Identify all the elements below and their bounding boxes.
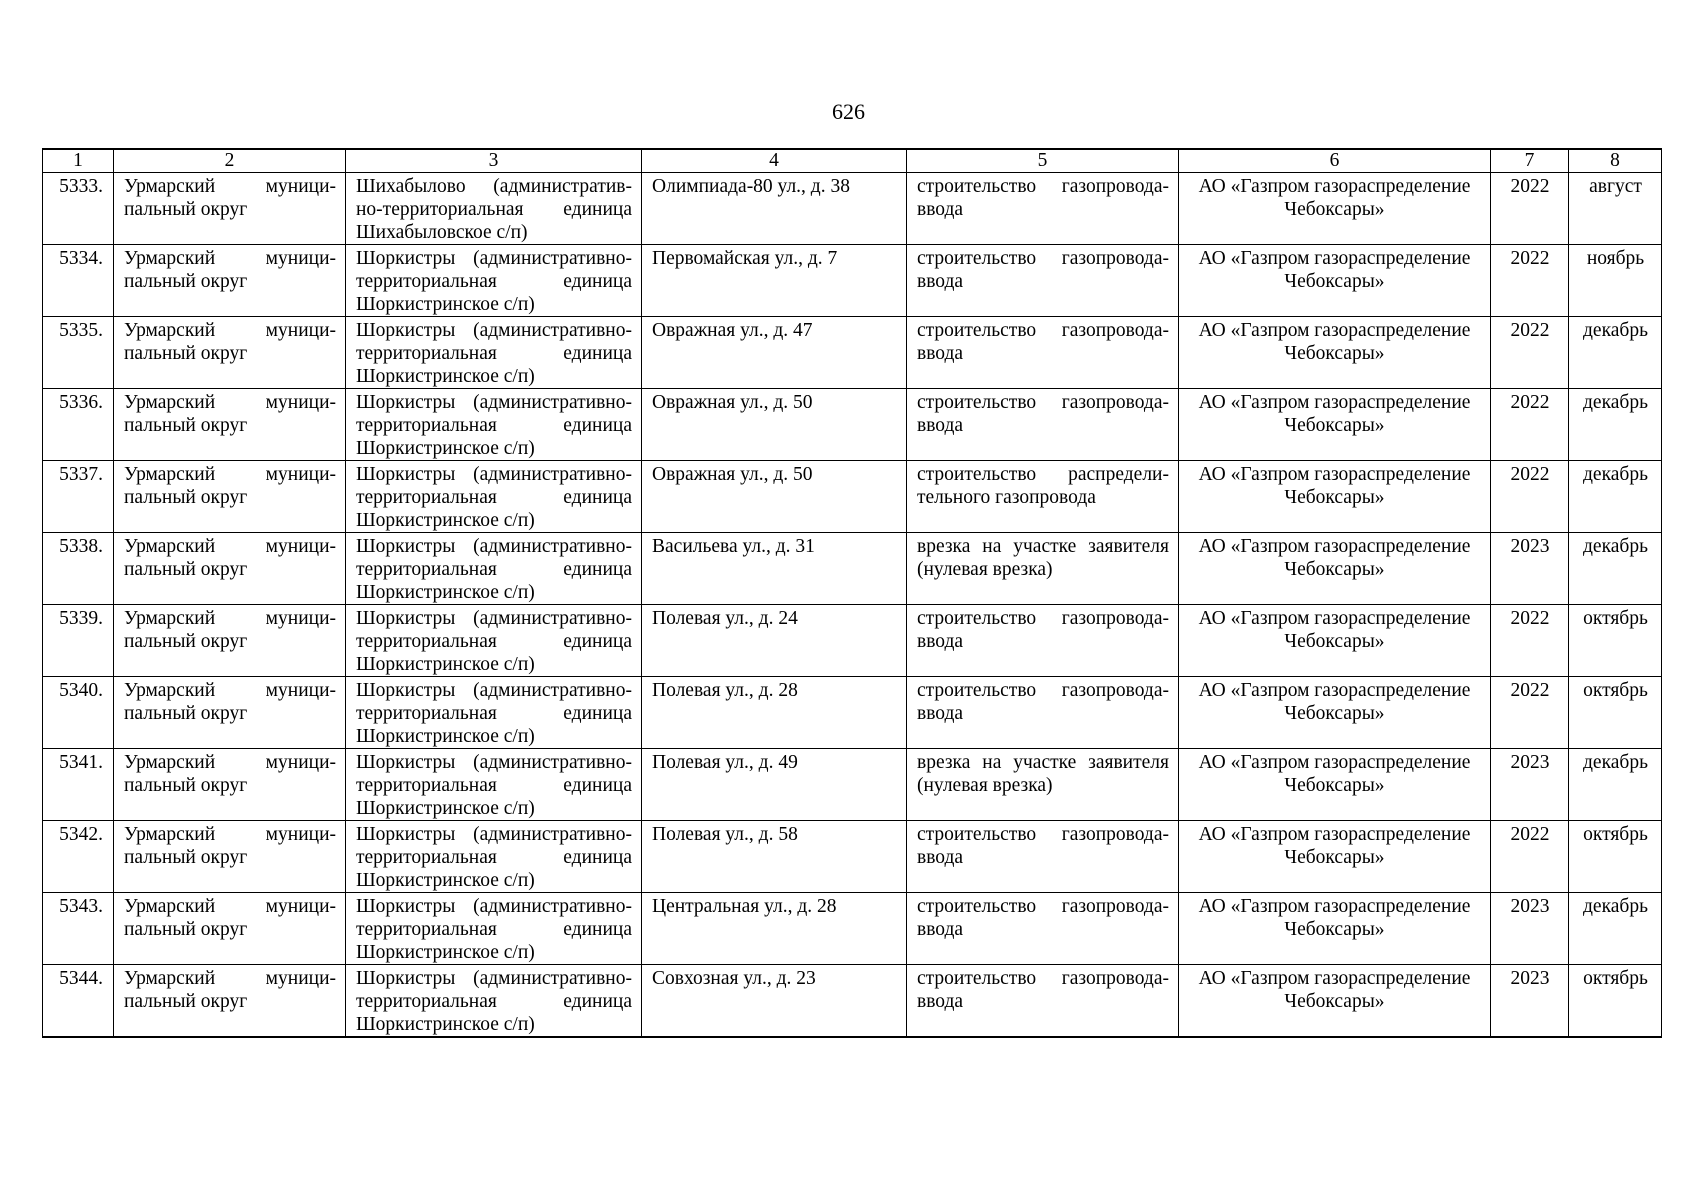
row-number bbox=[43, 965, 114, 1038]
district-cell bbox=[114, 317, 346, 389]
organization-cell bbox=[1179, 965, 1491, 1038]
table-row bbox=[43, 389, 1662, 461]
organization-cell bbox=[1179, 821, 1491, 893]
table-row bbox=[43, 749, 1662, 821]
work-type-cell-text: строительство газопровода- ввода bbox=[917, 824, 1169, 868]
organization-cell-text: АО «Газпром газораспределение Чебоксары» bbox=[1198, 752, 1471, 796]
locality-cell-text: Шоркистры (административно- территориальная единица Шоркистринское с/п) bbox=[356, 392, 632, 459]
address-cell-text: Полевая ул., д. 28 bbox=[652, 680, 798, 701]
row-number bbox=[43, 605, 114, 677]
organization-cell bbox=[1179, 461, 1491, 533]
address-cell bbox=[642, 677, 907, 749]
address-cell bbox=[642, 317, 907, 389]
row-number-text: 5338. bbox=[59, 536, 103, 557]
year-cell bbox=[1491, 965, 1569, 1038]
table-row bbox=[43, 173, 1662, 245]
year-cell-text: 2022 bbox=[1510, 464, 1550, 485]
month-cell-text: декабрь bbox=[1583, 896, 1648, 917]
organization-cell bbox=[1179, 245, 1491, 317]
organization-cell bbox=[1179, 749, 1491, 821]
locality-cell-text: Шоркистры (административно- территориальная единица Шоркистринское с/п) bbox=[356, 680, 632, 747]
page-number: 626 bbox=[832, 99, 865, 124]
gasification-table bbox=[42, 148, 1662, 1038]
month-cell bbox=[1569, 389, 1662, 461]
column-number-header bbox=[43, 149, 1662, 173]
locality-cell-text: Шихабылово (административ- но-территориальная единица Шихабыловское с/п) bbox=[356, 176, 632, 243]
locality-cell-text: Шоркистры (административно- территориальная единица Шоркистринское с/п) bbox=[356, 608, 632, 675]
locality-cell bbox=[346, 677, 642, 749]
work-type-cell bbox=[907, 821, 1179, 893]
column-header: 2 bbox=[114, 149, 346, 173]
table-row bbox=[43, 965, 1662, 1038]
work-type-cell bbox=[907, 605, 1179, 677]
address-cell-text: Центральная ул., д. 28 bbox=[652, 896, 837, 917]
district-cell-text: Урмарский муници- пальный округ bbox=[124, 896, 336, 940]
organization-cell bbox=[1179, 605, 1491, 677]
month-cell bbox=[1569, 821, 1662, 893]
row-number bbox=[43, 893, 114, 965]
row-number bbox=[43, 677, 114, 749]
organization-cell bbox=[1179, 893, 1491, 965]
month-cell-text: октябрь bbox=[1583, 968, 1648, 989]
column-header: 4 bbox=[642, 149, 907, 173]
address-cell-text: Первомайская ул., д. 7 bbox=[652, 248, 838, 269]
work-type-cell bbox=[907, 677, 1179, 749]
month-cell-text: декабрь bbox=[1583, 464, 1648, 485]
district-cell-text: Урмарский муници- пальный округ bbox=[124, 824, 336, 868]
locality-cell bbox=[346, 317, 642, 389]
locality-cell-text: Шоркистры (административно- территориальная единица Шоркистринское с/п) bbox=[356, 968, 632, 1035]
work-type-cell-text: строительство газопровода- ввода bbox=[917, 608, 1169, 652]
organization-cell bbox=[1179, 533, 1491, 605]
table-row bbox=[43, 677, 1662, 749]
year-cell-text: 2023 bbox=[1510, 968, 1550, 989]
locality-cell-text: Шоркистры (административно- территориальная единица Шоркистринское с/п) bbox=[356, 248, 632, 315]
locality-cell-text: Шоркистры (административно- территориальная единица Шоркистринское с/п) bbox=[356, 752, 632, 819]
locality-cell bbox=[346, 389, 642, 461]
year-cell-text: 2023 bbox=[1510, 752, 1550, 773]
district-cell-text: Урмарский муници- пальный округ bbox=[124, 464, 336, 508]
year-cell-text: 2023 bbox=[1510, 536, 1550, 557]
year-cell-text: 2022 bbox=[1510, 608, 1550, 629]
organization-cell bbox=[1179, 317, 1491, 389]
year-cell-text: 2022 bbox=[1510, 248, 1550, 269]
district-cell-text: Урмарский муници- пальный округ bbox=[124, 392, 336, 436]
table-row bbox=[43, 605, 1662, 677]
month-cell bbox=[1569, 173, 1662, 245]
row-number bbox=[43, 389, 114, 461]
organization-cell-text: АО «Газпром газораспределение Чебоксары» bbox=[1198, 608, 1471, 652]
address-cell bbox=[642, 245, 907, 317]
month-cell-text: декабрь bbox=[1583, 536, 1648, 557]
month-cell bbox=[1569, 749, 1662, 821]
work-type-cell-text: врезка на участке заявителя (нулевая врезка) bbox=[917, 536, 1169, 580]
organization-cell-text: АО «Газпром газораспределение Чебоксары» bbox=[1198, 248, 1471, 292]
district-cell bbox=[114, 677, 346, 749]
locality-cell-text: Шоркистры (административно- территориальная единица Шоркистринское с/п) bbox=[356, 536, 632, 603]
locality-cell bbox=[346, 893, 642, 965]
organization-cell-text: АО «Газпром газораспределение Чебоксары» bbox=[1198, 536, 1471, 580]
work-type-cell-text: строительство газопровода- ввода bbox=[917, 176, 1169, 220]
column-header: 7 bbox=[1491, 149, 1569, 173]
address-cell-text: Полевая ул., д. 49 bbox=[652, 752, 798, 773]
organization-cell bbox=[1179, 677, 1491, 749]
year-cell-text: 2022 bbox=[1510, 176, 1550, 197]
year-cell-text: 2022 bbox=[1510, 824, 1550, 845]
locality-cell bbox=[346, 173, 642, 245]
row-number-text: 5335. bbox=[59, 320, 103, 341]
work-type-cell bbox=[907, 533, 1179, 605]
address-cell bbox=[642, 965, 907, 1038]
district-cell bbox=[114, 245, 346, 317]
locality-cell-text: Шоркистры (административно- территориальная единица Шоркистринское с/п) bbox=[356, 320, 632, 387]
district-cell-text: Урмарский муници- пальный округ bbox=[124, 968, 336, 1012]
district-cell-text: Урмарский муници- пальный округ bbox=[124, 536, 336, 580]
organization-cell-text: АО «Газпром газораспределение Чебоксары» bbox=[1198, 968, 1471, 1012]
address-cell-text: Овражная ул., д. 50 bbox=[652, 392, 813, 413]
year-cell bbox=[1491, 533, 1569, 605]
district-cell bbox=[114, 173, 346, 245]
row-number bbox=[43, 245, 114, 317]
work-type-cell-text: строительство газопровода- ввода bbox=[917, 680, 1169, 724]
month-cell bbox=[1569, 893, 1662, 965]
district-cell-text: Урмарский муници- пальный округ bbox=[124, 680, 336, 724]
month-cell bbox=[1569, 677, 1662, 749]
work-type-cell bbox=[907, 965, 1179, 1038]
column-header: 5 bbox=[907, 149, 1179, 173]
locality-cell bbox=[346, 965, 642, 1038]
address-cell bbox=[642, 821, 907, 893]
year-cell bbox=[1491, 173, 1569, 245]
row-number-text: 5342. bbox=[59, 824, 103, 845]
locality-cell-text: Шоркистры (административно- территориальная единица Шоркистринское с/п) bbox=[356, 824, 632, 891]
organization-cell-text: АО «Газпром газораспределение Чебоксары» bbox=[1198, 464, 1471, 508]
table-row bbox=[43, 245, 1662, 317]
month-cell-text: август bbox=[1589, 176, 1642, 197]
locality-cell-text: Шоркистры (административно- территориальная единица Шоркистринское с/п) bbox=[356, 896, 632, 963]
work-type-cell bbox=[907, 317, 1179, 389]
address-cell-text: Овражная ул., д. 50 bbox=[652, 464, 813, 485]
table-row bbox=[43, 821, 1662, 893]
address-cell bbox=[642, 893, 907, 965]
month-cell-text: октябрь bbox=[1583, 680, 1648, 701]
year-cell-text: 2022 bbox=[1510, 392, 1550, 413]
district-cell bbox=[114, 965, 346, 1038]
work-type-cell-text: строительство газопровода- ввода bbox=[917, 392, 1169, 436]
row-number bbox=[43, 461, 114, 533]
column-header: 3 bbox=[346, 149, 642, 173]
district-cell bbox=[114, 893, 346, 965]
organization-cell-text: АО «Газпром газораспределение Чебоксары» bbox=[1198, 896, 1471, 940]
year-cell bbox=[1491, 317, 1569, 389]
locality-cell bbox=[346, 821, 642, 893]
locality-cell bbox=[346, 245, 642, 317]
year-cell-text: 2023 bbox=[1510, 896, 1550, 917]
address-cell bbox=[642, 605, 907, 677]
work-type-cell bbox=[907, 893, 1179, 965]
locality-cell bbox=[346, 605, 642, 677]
address-cell-text: Овражная ул., д. 47 bbox=[652, 320, 813, 341]
column-header: 1 bbox=[43, 149, 114, 173]
address-cell-text: Совхозная ул., д. 23 bbox=[652, 968, 816, 989]
organization-cell bbox=[1179, 389, 1491, 461]
address-cell bbox=[642, 173, 907, 245]
row-number bbox=[43, 749, 114, 821]
district-cell bbox=[114, 461, 346, 533]
year-cell bbox=[1491, 677, 1569, 749]
row-number bbox=[43, 173, 114, 245]
work-type-cell-text: строительство распредели- тельного газопровода bbox=[917, 464, 1169, 508]
organization-cell bbox=[1179, 173, 1491, 245]
row-number-text: 5339. bbox=[59, 608, 103, 629]
column-header: 8 bbox=[1569, 149, 1662, 173]
work-type-cell bbox=[907, 245, 1179, 317]
work-type-cell bbox=[907, 389, 1179, 461]
district-cell bbox=[114, 749, 346, 821]
district-cell-text: Урмарский муници- пальный округ bbox=[124, 320, 336, 364]
district-cell bbox=[114, 389, 346, 461]
locality-cell-text: Шоркистры (административно- территориальная единица Шоркистринское с/п) bbox=[356, 464, 632, 531]
year-cell bbox=[1491, 893, 1569, 965]
district-cell bbox=[114, 533, 346, 605]
month-cell-text: декабрь bbox=[1583, 320, 1648, 341]
month-cell-text: октябрь bbox=[1583, 824, 1648, 845]
month-cell bbox=[1569, 317, 1662, 389]
year-cell bbox=[1491, 749, 1569, 821]
table-row bbox=[43, 533, 1662, 605]
work-type-cell-text: врезка на участке заявителя (нулевая врезка) bbox=[917, 752, 1169, 796]
address-cell bbox=[642, 389, 907, 461]
organization-cell-text: АО «Газпром газораспределение Чебоксары» bbox=[1198, 680, 1471, 724]
month-cell bbox=[1569, 461, 1662, 533]
row-number bbox=[43, 821, 114, 893]
work-type-cell-text: строительство газопровода- ввода bbox=[917, 248, 1169, 292]
month-cell-text: декабрь bbox=[1583, 752, 1648, 773]
year-cell bbox=[1491, 461, 1569, 533]
district-cell-text: Урмарский муници- пальный округ bbox=[124, 752, 336, 796]
district-cell bbox=[114, 605, 346, 677]
table-row bbox=[43, 893, 1662, 965]
work-type-cell bbox=[907, 173, 1179, 245]
year-cell bbox=[1491, 821, 1569, 893]
month-cell bbox=[1569, 245, 1662, 317]
year-cell bbox=[1491, 245, 1569, 317]
work-type-cell-text: строительство газопровода- ввода bbox=[917, 968, 1169, 1012]
row-number bbox=[43, 317, 114, 389]
row-number bbox=[43, 533, 114, 605]
row-number-text: 5341. bbox=[59, 752, 103, 773]
district-cell-text: Урмарский муници- пальный округ bbox=[124, 608, 336, 652]
row-number-text: 5337. bbox=[59, 464, 103, 485]
address-cell bbox=[642, 461, 907, 533]
organization-cell-text: АО «Газпром газораспределение Чебоксары» bbox=[1198, 392, 1471, 436]
row-number-text: 5343. bbox=[59, 896, 103, 917]
month-cell-text: ноябрь bbox=[1586, 248, 1645, 269]
work-type-cell-text: строительство газопровода- ввода bbox=[917, 320, 1169, 364]
year-cell-text: 2022 bbox=[1510, 680, 1550, 701]
district-cell bbox=[114, 821, 346, 893]
year-cell bbox=[1491, 389, 1569, 461]
year-cell bbox=[1491, 605, 1569, 677]
row-number-text: 5334. bbox=[59, 248, 103, 269]
locality-cell bbox=[346, 461, 642, 533]
address-cell bbox=[642, 749, 907, 821]
month-cell bbox=[1569, 605, 1662, 677]
month-cell bbox=[1569, 533, 1662, 605]
district-cell-text: Урмарский муници- пальный округ bbox=[124, 248, 336, 292]
column-header: 6 bbox=[1179, 149, 1491, 173]
organization-cell-text: АО «Газпром газораспределение Чебоксары» bbox=[1198, 320, 1471, 364]
row-number-text: 5340. bbox=[59, 680, 103, 701]
organization-cell-text: АО «Газпром газораспределение Чебоксары» bbox=[1198, 176, 1471, 220]
table-row bbox=[43, 461, 1662, 533]
locality-cell bbox=[346, 749, 642, 821]
address-cell-text: Олимпиада-80 ул., д. 38 bbox=[652, 176, 850, 197]
work-type-cell-text: строительство газопровода- ввода bbox=[917, 896, 1169, 940]
table-row bbox=[43, 317, 1662, 389]
address-cell-text: Полевая ул., д. 24 bbox=[652, 608, 798, 629]
month-cell bbox=[1569, 965, 1662, 1038]
month-cell-text: октябрь bbox=[1583, 608, 1648, 629]
organization-cell-text: АО «Газпром газораспределение Чебоксары» bbox=[1198, 824, 1471, 868]
locality-cell bbox=[346, 533, 642, 605]
work-type-cell bbox=[907, 461, 1179, 533]
row-number-text: 5344. bbox=[59, 968, 103, 989]
year-cell-text: 2022 bbox=[1510, 320, 1550, 341]
work-type-cell bbox=[907, 749, 1179, 821]
month-cell-text: декабрь bbox=[1583, 392, 1648, 413]
address-cell-text: Полевая ул., д. 58 bbox=[652, 824, 798, 845]
address-cell-text: Васильева ул., д. 31 bbox=[652, 536, 815, 557]
district-cell-text: Урмарский муници- пальный округ bbox=[124, 176, 336, 220]
row-number-text: 5333. bbox=[59, 176, 103, 197]
address-cell bbox=[642, 533, 907, 605]
row-number-text: 5336. bbox=[59, 392, 103, 413]
